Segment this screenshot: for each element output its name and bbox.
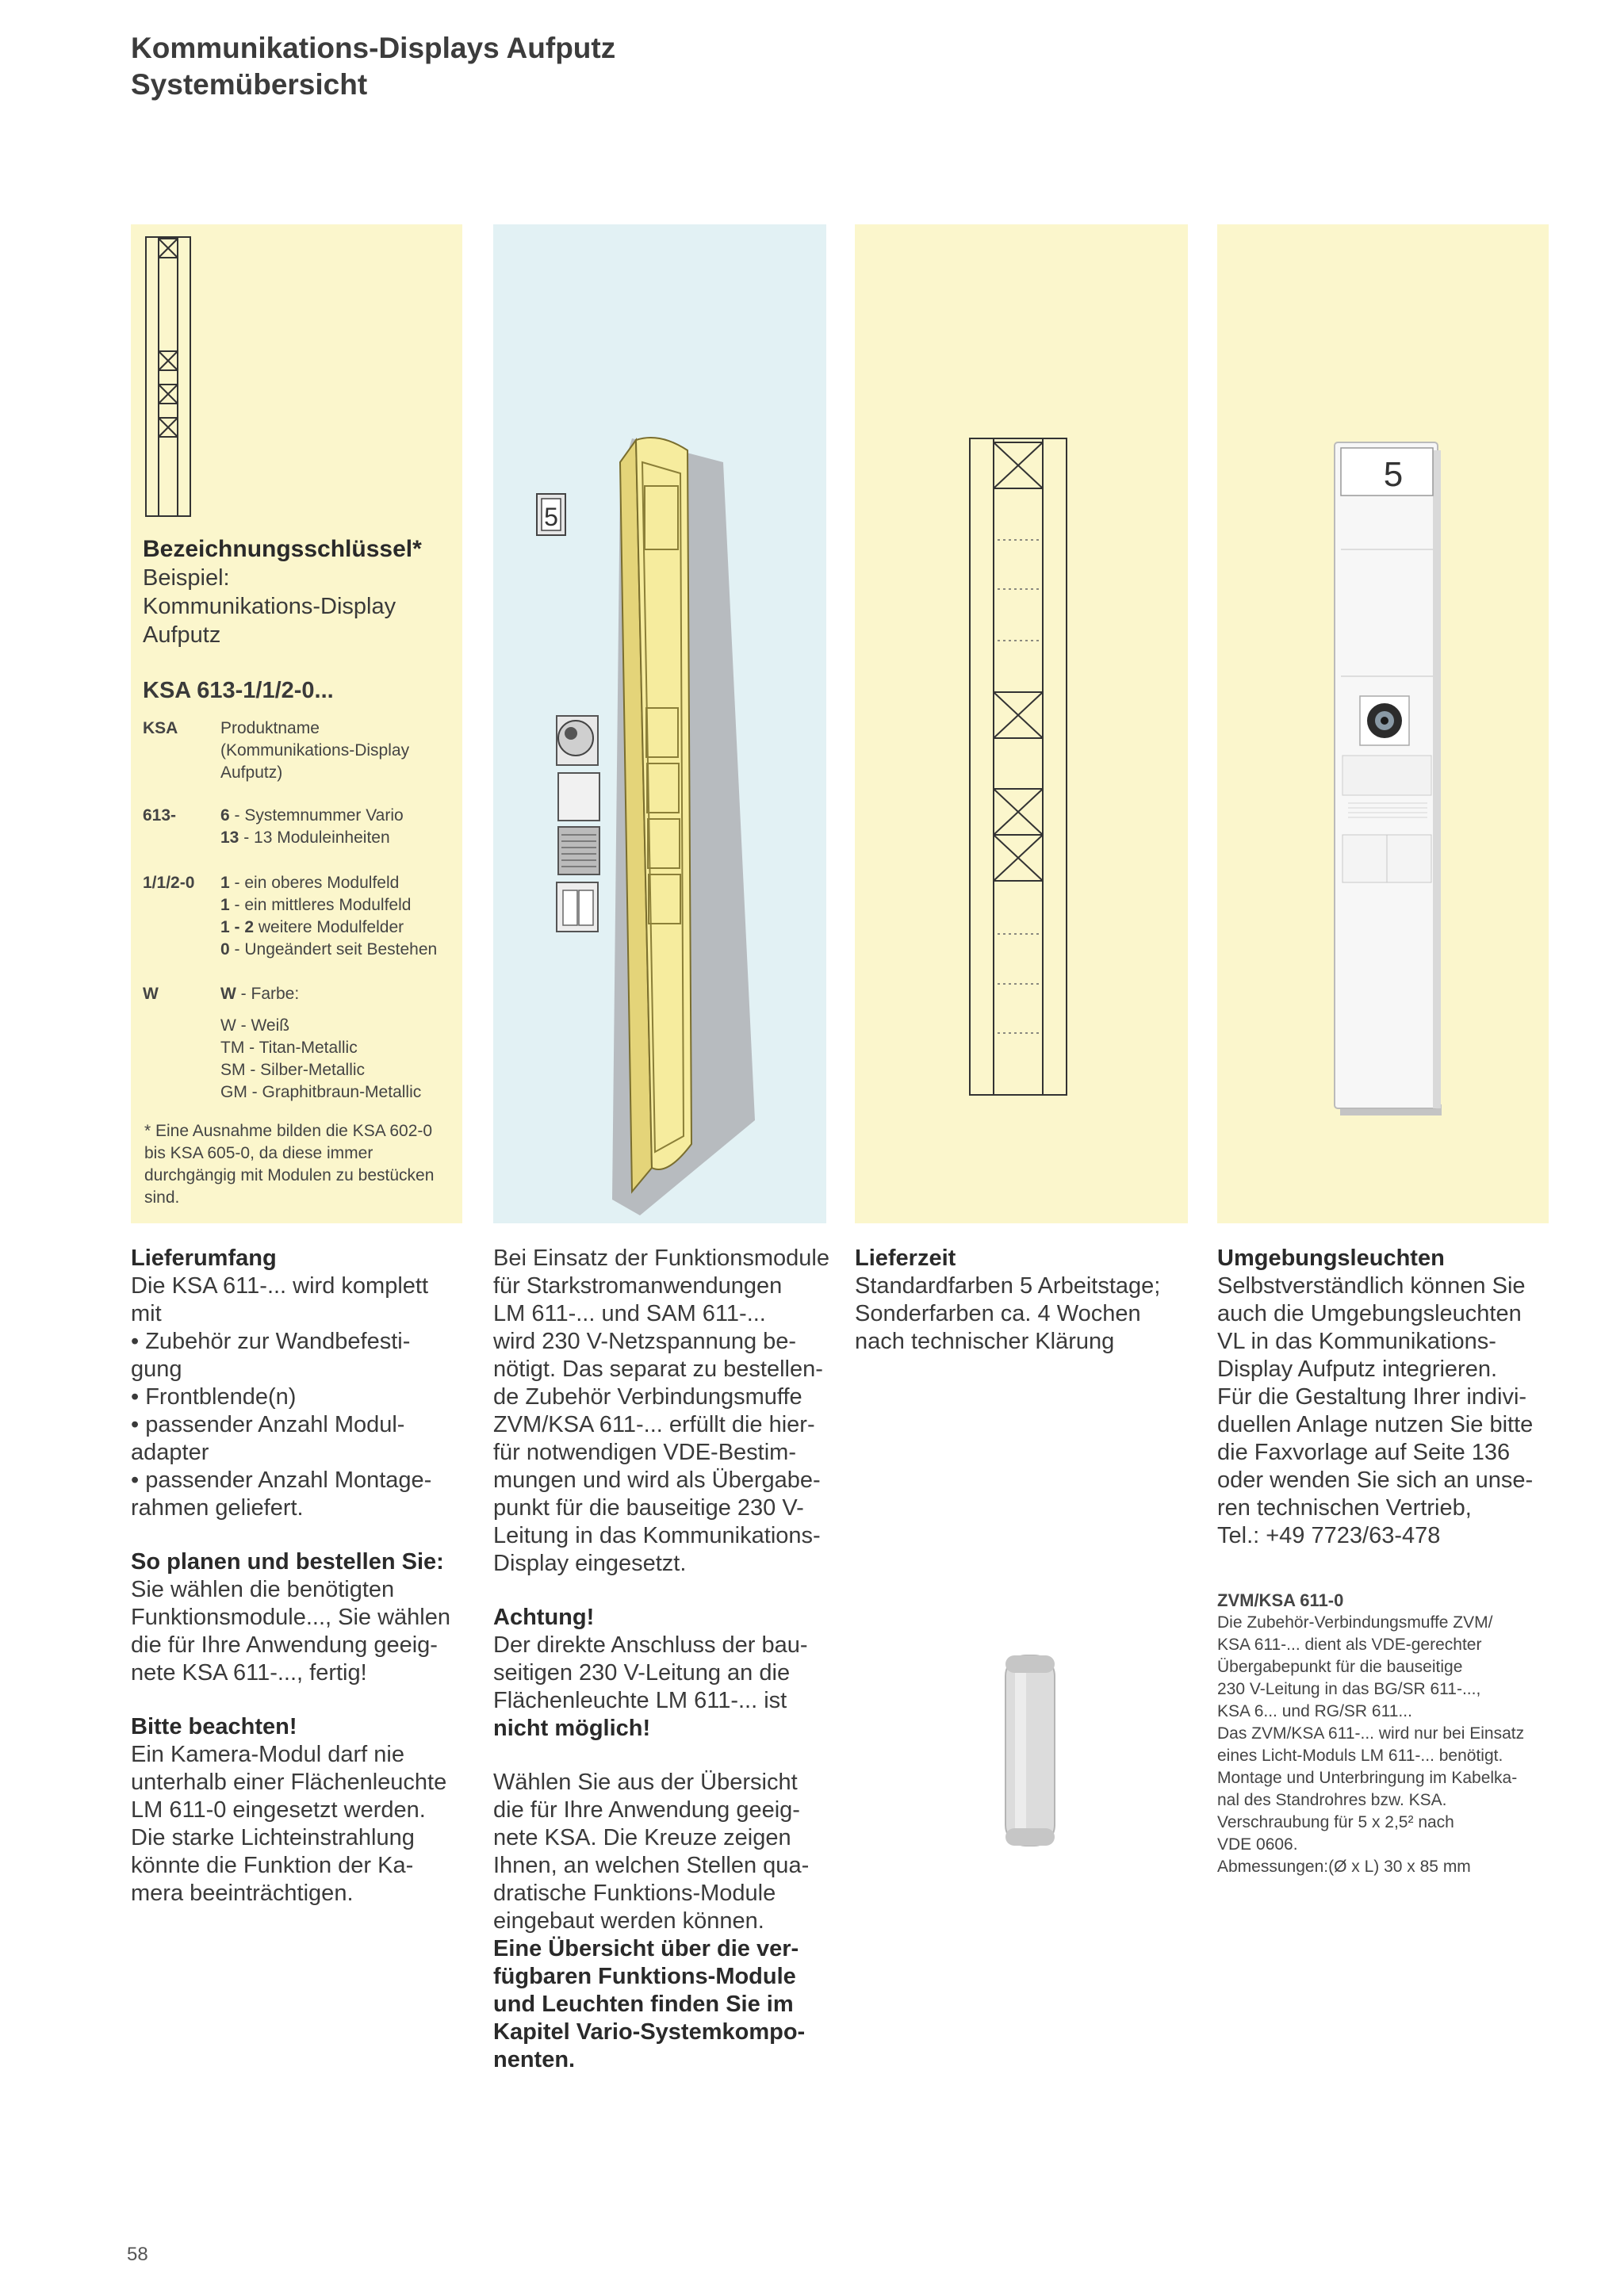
body-line: ren technischen Vertrieb, bbox=[1217, 1495, 1472, 1521]
column-1 bbox=[131, 1245, 480, 1934]
lieferumfang-block bbox=[131, 1245, 480, 1522]
beachten-block bbox=[131, 1713, 480, 1908]
key-row-613 bbox=[143, 805, 460, 852]
small-line: VDE 0606. bbox=[1217, 1835, 1298, 1854]
key-text: Produktname bbox=[220, 719, 320, 737]
body-line: oder wenden Sie sich an unse- bbox=[1217, 1468, 1534, 1493]
legend-example-line1: Beispiel: bbox=[143, 565, 230, 591]
key-label: KSA bbox=[143, 719, 178, 737]
body-line: unterhalb einer Flächenleuchte bbox=[131, 1770, 447, 1795]
body-line: die für Ihre Anwendung geeig- bbox=[131, 1632, 438, 1658]
key-label: 613- bbox=[143, 806, 177, 825]
body-line: Die starke Lichteinstrahlung bbox=[131, 1825, 415, 1850]
key-code: TM bbox=[220, 1039, 245, 1057]
legend-footnote: * Eine Ausnahme bilden die KSA 602-0 bis KSA 605-0, da diese immer durchgängig mit Modulen zu bestücken sind. bbox=[144, 1122, 435, 1207]
mini-schematic bbox=[143, 234, 198, 523]
column-2 bbox=[493, 1245, 842, 2100]
key-label: 1/1/2-0 bbox=[143, 874, 195, 892]
key-text: - Graphitbraun-Metallic bbox=[247, 1083, 422, 1101]
body-line: • Frontblende(n) bbox=[131, 1384, 297, 1410]
body-line: mungen und wird als Übergabe- bbox=[493, 1468, 821, 1493]
body-line: Leitung in das Kommunikations- bbox=[493, 1523, 821, 1548]
body-line: duellen Anlage nutzen Sie bitte bbox=[1217, 1412, 1534, 1437]
page-title-line1: Kommunikations-Displays Aufputz bbox=[131, 32, 616, 64]
body-line: Standardfarben 5 Arbeitstage; bbox=[855, 1273, 1161, 1299]
body-line: für Starkstromanwendungen bbox=[493, 1273, 783, 1299]
page-number: 58 bbox=[127, 2244, 148, 2265]
column-4 bbox=[1217, 1245, 1566, 1576]
key-code: W bbox=[220, 1016, 236, 1035]
small-line: Verschraubung für 5 x 2,5² nach bbox=[1217, 1813, 1454, 1831]
key-text: - Ungeändert seit Bestehen bbox=[229, 940, 438, 959]
body-line: Ihnen, an welchen Stellen qua- bbox=[493, 1853, 810, 1878]
lieferzeit-heading: Lieferzeit bbox=[855, 1246, 956, 1271]
body-line: eingebaut werden können. bbox=[493, 1908, 764, 1934]
key-text: - Titan-Metallic bbox=[244, 1039, 358, 1057]
column-3 bbox=[855, 1245, 1204, 1382]
small-line: Montage und Unterbringung im Kabelka- bbox=[1217, 1769, 1518, 1787]
small-line: KSA 611-... dient als VDE-gerechter bbox=[1217, 1636, 1482, 1654]
body-line: mit bbox=[131, 1301, 162, 1326]
key-row-fields bbox=[143, 872, 476, 963]
key-code: 0 bbox=[220, 940, 230, 959]
starkstrom-block bbox=[493, 1245, 842, 1578]
key-code: W bbox=[220, 985, 236, 1003]
body-line: adapter bbox=[131, 1440, 209, 1465]
planen-block bbox=[131, 1548, 480, 1687]
bold-line: Kapitel Vario-Systemkompo- bbox=[493, 2019, 806, 2045]
umgebung-heading: Umgebungsleuchten bbox=[1217, 1246, 1445, 1271]
product-illustration bbox=[1217, 224, 1549, 1223]
small-line: Übergabepunkt für die bauseitige bbox=[1217, 1658, 1463, 1676]
body-line: Display eingesetzt. bbox=[493, 1551, 687, 1576]
lieferumfang-heading: Lieferumfang bbox=[131, 1246, 277, 1271]
body-line: Flächenleuchte LM 611-... ist bbox=[493, 1688, 787, 1713]
body-line: Bei Einsatz der Funktionsmodule bbox=[493, 1246, 829, 1271]
small-line: Das ZVM/KSA 611-... wird nur bei Einsatz bbox=[1217, 1724, 1525, 1743]
key-code: 6 bbox=[220, 806, 230, 825]
body-line: nach technischer Klärung bbox=[855, 1329, 1115, 1354]
body-line: nete KSA. Die Kreuze zeigen bbox=[493, 1825, 791, 1850]
key-code: GM bbox=[220, 1083, 247, 1101]
zvm-block bbox=[1217, 1590, 1566, 1878]
key-row-color bbox=[143, 983, 476, 1110]
body-line: punkt für die bauseitige 230 V- bbox=[493, 1495, 804, 1521]
body-line: auch die Umgebungsleuchten bbox=[1217, 1301, 1522, 1326]
achtung-heading: Achtung! bbox=[493, 1605, 595, 1630]
body-line: Display Aufputz integrieren. bbox=[1217, 1357, 1498, 1382]
key-code: 1 - 2 bbox=[220, 918, 255, 936]
key-text: weitere Modulfelder bbox=[254, 918, 404, 936]
bold-line: und Leuchten finden Sie im bbox=[493, 1992, 794, 2017]
body-line: rahmen geliefert. bbox=[131, 1495, 304, 1521]
key-code: 1 bbox=[220, 874, 230, 892]
body-line: Tel.: +49 7723/63-478 bbox=[1217, 1523, 1441, 1548]
key-text: - ein mittleres Modulfeld bbox=[229, 896, 412, 914]
body-line: Der direkte Anschluss der bau- bbox=[493, 1632, 808, 1658]
waehlen-block bbox=[493, 1769, 842, 2074]
small-line: KSA 6... und RG/SR 611... bbox=[1217, 1702, 1412, 1720]
illustration-number: 5 bbox=[544, 503, 558, 531]
body-line: die für Ihre Anwendung geeig- bbox=[493, 1797, 800, 1823]
zvm-heading: ZVM/KSA 611-0 bbox=[1217, 1590, 1344, 1610]
key-label: W bbox=[143, 985, 159, 1003]
body-line: nete KSA 611-..., fertig! bbox=[131, 1660, 367, 1686]
body-line: LM 611-0 eingesetzt werden. bbox=[131, 1797, 426, 1823]
small-line: eines Licht-Moduls LM 611-... benötigt. bbox=[1217, 1747, 1503, 1765]
key-code: 13 bbox=[220, 828, 239, 847]
key-text: - Weiß bbox=[236, 1016, 290, 1035]
small-line: nal des Standrohres bzw. KSA. bbox=[1217, 1791, 1447, 1809]
column-schematic bbox=[855, 224, 1188, 1223]
small-line: Abmessungen:(Ø x L) 30 x 85 mm bbox=[1217, 1858, 1471, 1876]
key-text: - Silber-Metallic bbox=[245, 1061, 366, 1079]
body-line: Sonderfarben ca. 4 Wochen bbox=[855, 1301, 1141, 1326]
body-line: • passender Anzahl Modul- bbox=[131, 1412, 405, 1437]
body-line: • passender Anzahl Montage- bbox=[131, 1468, 432, 1493]
body-line: für notwendigen VDE-Bestim- bbox=[493, 1440, 796, 1465]
body-line: ZVM/KSA 611-... erfüllt die hier- bbox=[493, 1412, 815, 1437]
achtung-block bbox=[493, 1604, 842, 1743]
body-line: die Faxvorlage auf Seite 136 bbox=[1217, 1440, 1511, 1465]
body-line: Für die Gestaltung Ihrer indivi- bbox=[1217, 1384, 1527, 1410]
body-line: de Zubehör Verbindungsmuffe bbox=[493, 1384, 802, 1410]
body-line: Ein Kamera-Modul darf nie bbox=[131, 1742, 404, 1767]
key-code: 1 bbox=[220, 896, 230, 914]
body-line: Sie wählen die benötigten bbox=[131, 1577, 395, 1602]
body-line: Selbstverständlich können Sie bbox=[1217, 1273, 1526, 1299]
body-line: gung bbox=[131, 1357, 182, 1382]
umgebung-block bbox=[1217, 1245, 1566, 1550]
key-text: - ein oberes Modulfeld bbox=[229, 874, 400, 892]
key-text: Aufputz) bbox=[220, 763, 283, 782]
body-line: Wählen Sie aus der Übersicht bbox=[493, 1770, 798, 1795]
key-text: - Farbe: bbox=[236, 985, 300, 1003]
body-line: wird 230 V-Netzspannung be- bbox=[493, 1329, 797, 1354]
body-line: mera beeinträchtigen. bbox=[131, 1881, 354, 1906]
body-line: seitigen 230 V-Leitung an die bbox=[493, 1660, 791, 1686]
body-line: könnte die Funktion der Ka- bbox=[131, 1853, 414, 1878]
body-line: • Zubehör zur Wandbefesti- bbox=[131, 1329, 411, 1354]
body-line: nötigt. Das separat zu bestellen- bbox=[493, 1357, 823, 1382]
key-text: (Kommunikations-Display bbox=[220, 741, 410, 760]
achtung-bold-line: nicht möglich! bbox=[493, 1716, 651, 1741]
legend-example-line2: Kommunikations-Display bbox=[143, 594, 396, 619]
key-row-ksa bbox=[143, 718, 460, 789]
small-line: Die Zubehör-Verbindungsmuffe ZVM/ bbox=[1217, 1613, 1493, 1632]
key-code: SM bbox=[220, 1061, 246, 1079]
legend-block bbox=[143, 535, 460, 705]
product-number: 5 bbox=[1383, 455, 1404, 494]
bold-line: fügbaren Funktions-Module bbox=[493, 1964, 796, 1989]
small-line: 230 V-Leitung in das BG/SR 611-..., bbox=[1217, 1680, 1481, 1698]
bold-line: nenten. bbox=[493, 2047, 576, 2072]
page-title-line2: Systemübersicht bbox=[131, 68, 368, 101]
connector-sleeve-image bbox=[991, 1649, 1071, 1855]
key-text: - Systemnummer Vario bbox=[229, 806, 404, 825]
bold-line: Eine Übersicht über die ver- bbox=[493, 1936, 799, 1961]
body-line: VL in das Kommunikations- bbox=[1217, 1329, 1496, 1354]
housing-illustration bbox=[493, 224, 826, 1223]
body-line: Funktionsmodule..., Sie wählen bbox=[131, 1605, 450, 1630]
planen-heading: So planen und bestellen Sie: bbox=[131, 1549, 444, 1575]
beachten-heading: Bitte beachten! bbox=[131, 1714, 297, 1739]
body-line: dratische Funktions-Module bbox=[493, 1881, 776, 1906]
body-line: Die KSA 611-... wird komplett bbox=[131, 1273, 429, 1299]
lieferzeit-block bbox=[855, 1245, 1204, 1356]
legend-heading: Bezeichnungsschlüssel* bbox=[143, 536, 422, 562]
legend-code: KSA 613-1/1/2-0... bbox=[143, 678, 334, 703]
key-text: - 13 Moduleinheiten bbox=[239, 828, 390, 847]
legend-example-line3: Aufputz bbox=[143, 622, 221, 648]
page-title bbox=[131, 30, 615, 103]
body-line: LM 611-... und SAM 611-... bbox=[493, 1301, 766, 1326]
